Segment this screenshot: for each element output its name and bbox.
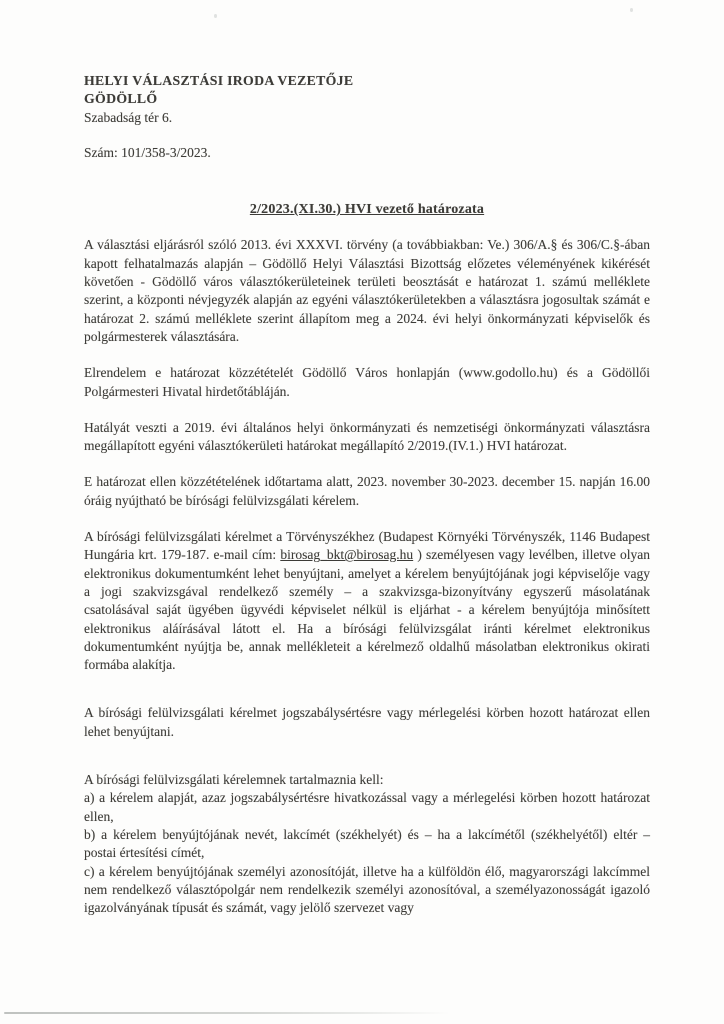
issuing-city: GÖDÖLLŐ [84, 91, 158, 107]
paragraph-requirements-intro: A bírósági felülvizsgálati kérelemnek tartalmaznia kell: [84, 772, 384, 788]
paragraph-requirement-c: c) a kérelem benyújtójának személyi azonosítóját, illetve ha a külföldön élő, magyarországi lakcímmel nem rendelkező választópolgár nem rendelkezik személyi azonosítóval, a személyazonosságát igazoló igazolványának típusát és számát, vagy jelölő szervezet vagy [84, 863, 650, 916]
scan-edge-artifact [4, 1012, 450, 1014]
scan-speck-artifact [630, 8, 633, 12]
filing-text-before-email: A bírósági felülvizsgálati kérelmet a Törvényszékhez (Budapest Környéki Törvényszék, 1146 Budapest Hungária krt. 179-187. e-mail cím: [84, 529, 650, 563]
letterhead [84, 72, 650, 127]
paragraph-filing-instructions [84, 528, 650, 674]
paragraph-requirement-a: a) a kérelem alapját, azaz jogszabálysértésre hivatkozással vagy a mérlegelési körben hozott határozat ellen, [84, 790, 650, 824]
issuing-office-name: HELYI VÁLASZTÁSI IRODA VEZETŐJE [84, 73, 354, 88]
paragraph-repeal: Hatályát veszti a 2019. évi általános helyi önkormányzati és nemzetiségi önkormányzati választásra megállapított egyéni választókerületi határokat megállapító 2/2019.(IV.1.) HVI határozat. [84, 419, 650, 454]
document-title: 2/2023.(XI.30.) HVI vezető határozata [249, 202, 485, 218]
office-address: Szabadság tér 6. [84, 109, 173, 125]
paragraph-requirement-b: b) a kérelem benyújtójának nevét, lakcímét (székhelyét) és – ha a lakcímétől (székhelyétől) eltér – postai értesítési címét, [84, 826, 650, 861]
paragraph-review-grounds: A bírósági felülvizsgálati kérelmet jogszabálysértésre vagy mérlegelési körben hozott határozat ellen lehet benyújtani. [84, 705, 650, 739]
scan-speck-artifact [214, 14, 217, 18]
email-link[interactable]: birosag_bkt@birosag.hu [280, 547, 414, 563]
paragraph-publication: Elrendelem e határozat közzétételét Gödöllő Város honlapján (www.godollo.hu) és a Gödöllői Polgármesteri Hivatal hirdetőtábláján. [84, 365, 650, 399]
paragraph-review-deadline: E határozat ellen közzétételének időtartama alatt, 2023. november 30-2023. december 15. napján 16.00 óráig nyújtható be bírósági felülvizsgálati kérelem. [84, 474, 650, 508]
reference-number: Szám: 101/358-3/2023. [84, 144, 211, 160]
paragraph-legal-basis: A választási eljárásról szóló 2013. évi XXXVI. törvény (a továbbiakban: Ve.) 306/A.§ és 306/C.§-ában kapott felhatalmazás alapján – Gödöllő Helyi Választási Bizottság előzetes véleményének kikérését követően - Gödöllő város választókerületeinek területi beosztását e határozat 1. számú melléklete szerint, a központi névjegyzék alapján az egyéni választókerületekben a választásra jogosultak számát e határozat 2. számú melléklete szerint állapítom meg a 2024. évi helyi önkormányzati képviselők és polgármesterek választására. [84, 237, 650, 344]
filing-text-after-email: ) személyesen vagy levélben, illetve olyan elektronikus dokumentumként lehet benyújtani, amelyet a kérelem benyújtójának jogi képviselője vagy a jogi szakvizsgával rendelkező személy – a szakvizsga-bizonyítvány egyszerű másolatának csatolásával saját ügyében ügyvédi képviselet nélkül is eljárhat - a kérelem benyújtója minősített elektronikus aláírásával látott el. Ha a bírósági felülvizsgálat iránti kérelmet elektronikus dokumentumként nyújtja be, annak mellékleteit a kérelmező oldalhű másolatban elektronikus okirati formába alakítja. [84, 547, 650, 673]
